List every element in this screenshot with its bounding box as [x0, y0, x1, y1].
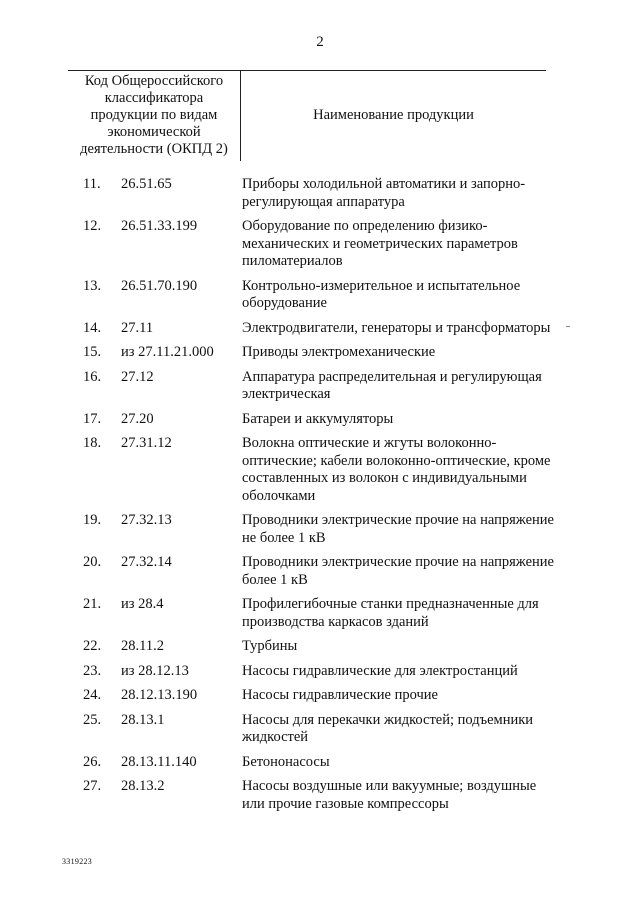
row-number: 13. — [83, 277, 102, 294]
row-number: 20. — [83, 554, 102, 570]
table-row — [0, 638, 640, 656]
product-name: Приводы электромеханические — [242, 344, 436, 360]
okpd-code: 28.13.11.140 — [121, 753, 197, 770]
product-name: Приборы холодильной автоматики и запорно-регулирующая аппаратура — [242, 176, 526, 210]
okpd-code: 28.12.13.190 — [121, 687, 198, 703]
row-number: 18. — [83, 435, 102, 451]
row-number: 22. — [83, 638, 102, 654]
table-row — [0, 176, 640, 211]
okpd-code: 27.32.14 — [121, 554, 172, 570]
row-number: 11. — [83, 176, 101, 192]
row-number: 12. — [83, 218, 102, 234]
product-name: Проводники электрические прочие на напряжение более 1 кВ — [242, 554, 554, 588]
okpd-code: из 28.4 — [121, 596, 164, 612]
row-number: 24. — [83, 687, 102, 703]
row-number: 15. — [83, 344, 102, 360]
table-row — [0, 663, 640, 681]
okpd-code: 26.51.65 — [121, 176, 172, 192]
row-number: 27. — [83, 778, 102, 794]
product-name: Насосы воздушные или вакуумные; воздушные или прочие газовые компрессоры — [242, 778, 537, 812]
product-name: Бетононасосы — [242, 753, 330, 770]
okpd-code: из 27.11.21.000 — [121, 344, 214, 360]
header-code-line: продукции по видам — [90, 107, 218, 123]
product-name: Турбины — [242, 638, 298, 654]
row-number: 23. — [83, 662, 102, 679]
product-name: Насосы гидравлические прочие — [242, 687, 438, 703]
product-name: Оборудование по определению физико-механических и геометрических параметров пиломатериалов — [242, 218, 518, 269]
okpd-code: 26.51.70.190 — [121, 277, 198, 294]
table-row — [0, 218, 640, 271]
table-row — [0, 712, 640, 747]
product-name: Проводники электрические прочие на напряжение не более 1 кВ — [242, 512, 554, 546]
product-name: Насосы для перекачки жидкостей; подъемники жидкостей — [242, 711, 534, 745]
document-id: 3319223 — [62, 857, 93, 866]
product-table-body — [0, 176, 640, 820]
row-number: 17. — [83, 410, 102, 427]
header-code-line: экономической — [107, 124, 201, 140]
header-name-column: Наименование продукции — [313, 107, 474, 123]
table-row — [0, 344, 640, 362]
page-number: 2 — [316, 34, 324, 50]
okpd-code: из 28.12.13 — [121, 662, 189, 679]
header-code-column — [68, 73, 240, 158]
product-name: Профилегибочные станки предназначенные для производства каркасов зданий — [242, 596, 539, 630]
table-row — [0, 687, 640, 705]
product-name: Электродвигатели, генераторы и трансформаторы — [242, 319, 551, 336]
okpd-code: 28.13.1 — [121, 711, 165, 728]
table-row — [0, 512, 640, 547]
product-name: Волокна оптические и жгуты волоконно-оптические; кабели волоконно-оптические, кроме составленных из волокон с индивидуальными оболочками — [242, 435, 551, 504]
row-number: 26. — [83, 753, 102, 770]
table-row — [0, 554, 640, 589]
row-number: 19. — [83, 512, 102, 528]
table-row — [0, 278, 640, 313]
table-row — [0, 596, 640, 631]
header-code-line: деятельности (ОКПД 2) — [80, 141, 228, 157]
margin-mark — [566, 326, 570, 327]
table-row — [0, 320, 640, 338]
okpd-code: 27.11 — [121, 319, 154, 336]
okpd-code: 27.31.12 — [121, 435, 172, 451]
okpd-code: 28.11.2 — [121, 638, 164, 654]
table-row — [0, 411, 640, 429]
okpd-code: 27.12 — [121, 368, 154, 385]
header-code-line: Код Общероссийского — [84, 73, 224, 89]
row-number: 25. — [83, 711, 102, 728]
okpd-code: 28.13.2 — [121, 778, 165, 794]
table-row — [0, 369, 640, 404]
table-row — [0, 778, 640, 813]
row-number: 21. — [83, 596, 102, 612]
header-code-line: классификатора — [104, 90, 204, 106]
product-name: Батареи и аккумуляторы — [242, 410, 394, 427]
okpd-code: 27.20 — [121, 410, 154, 427]
table-row — [0, 754, 640, 772]
row-number: 16. — [83, 368, 102, 385]
product-name: Контрольно-измерительное и испытательное оборудование — [242, 277, 521, 311]
row-number: 14. — [83, 319, 102, 336]
okpd-code: 26.51.33.199 — [121, 218, 198, 234]
table-row — [0, 435, 640, 505]
product-name: Аппаратура распределительная и регулирующая электрическая — [242, 368, 542, 402]
table-header — [68, 70, 546, 161]
okpd-code: 27.32.13 — [121, 512, 172, 528]
product-name: Насосы гидравлические для электростанций — [242, 662, 518, 679]
